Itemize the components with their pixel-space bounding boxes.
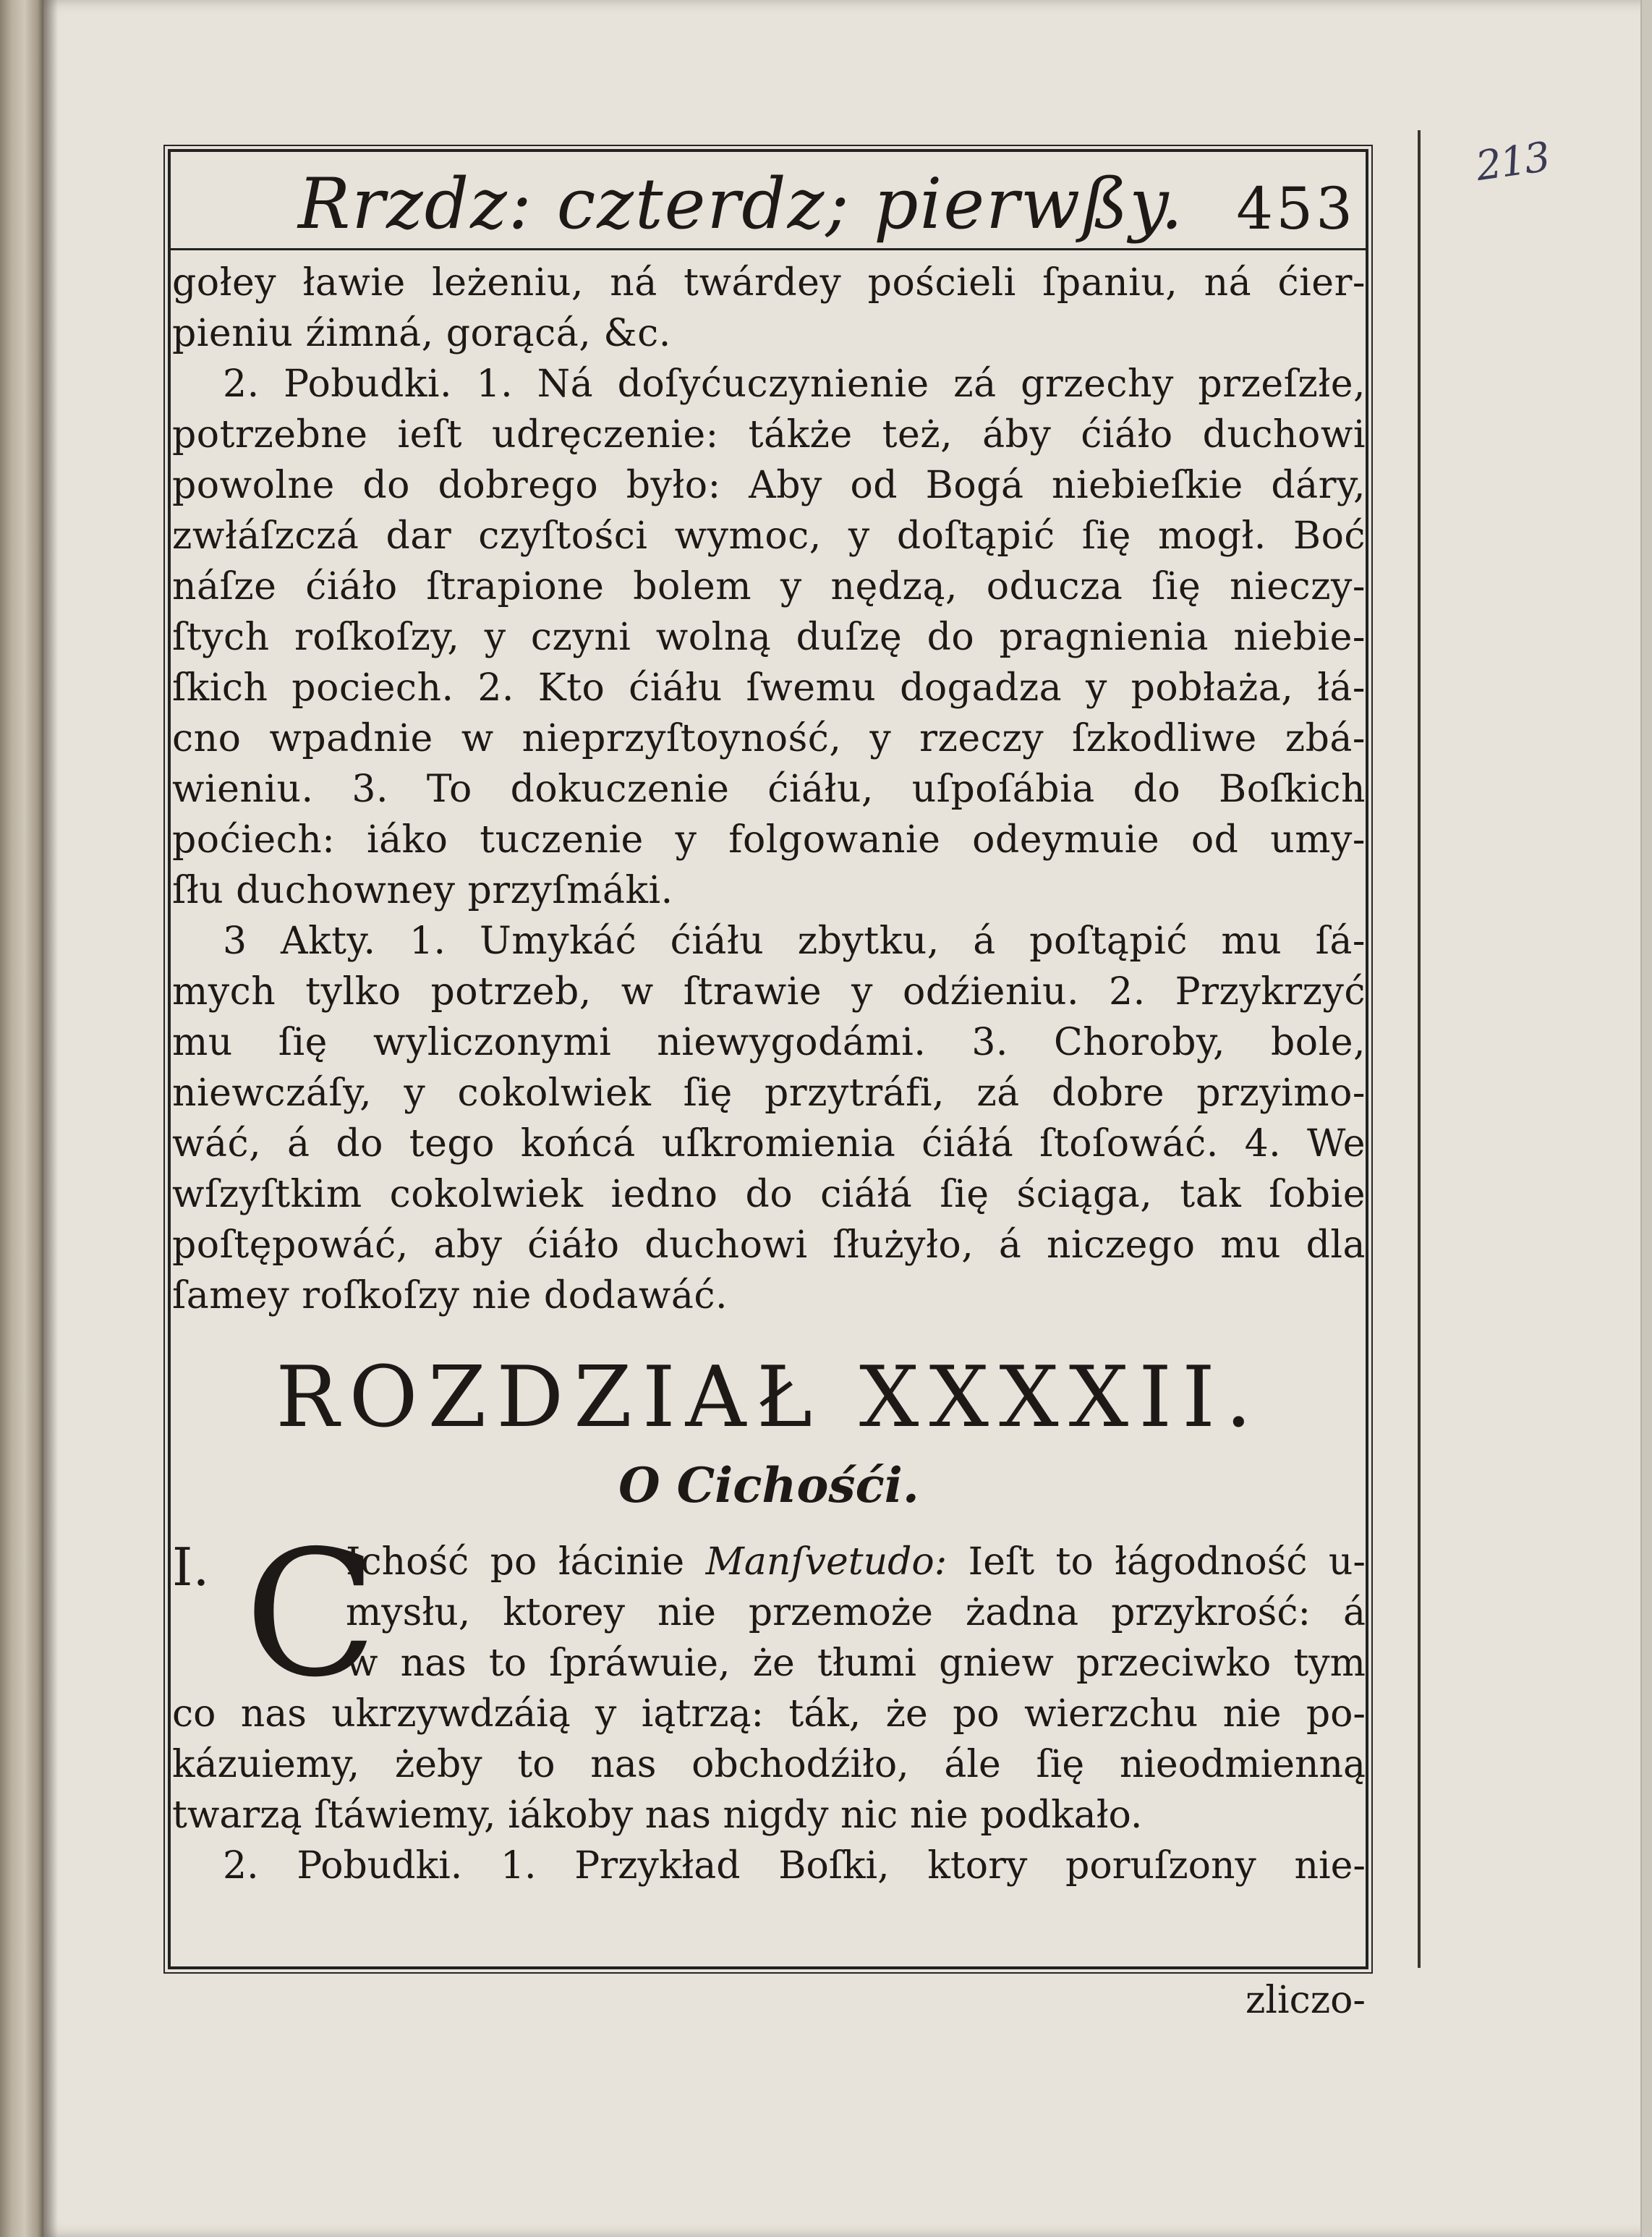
text-line: 2. Pobudki. 1. Przykład Boſki, ktory poruſzony nie- <box>223 1844 1366 1888</box>
running-head <box>168 149 1368 250</box>
text-line: powolne do dobrego było: Aby od Bogá niebieſkie dáry, <box>172 464 1366 507</box>
text-line: ſkich pociech. 2. Kto ćiáłu ſwemu dogadza y pobłaża, łá- <box>172 666 1366 710</box>
text-line: potrzebne ieſt udręczenie: tákże też, áby ćiáło duchowi <box>172 413 1366 457</box>
drop-cap-letter: C <box>244 1513 378 1715</box>
text-line: kázuiemy, żeby to nas obchodźiło, ále ſię nieodmienną <box>172 1743 1366 1786</box>
text-line <box>172 1537 1366 1587</box>
latin-term: Manſvetudo: <box>705 1540 948 1584</box>
outer-margin-rule <box>1418 130 1421 1968</box>
section-number: I. <box>172 1537 210 1597</box>
book-spine-edge <box>0 0 43 2237</box>
text-line: gołey ławie leżeniu, ná twárdey pościeli ſpaniu, ná ćier- <box>172 261 1366 305</box>
text-line: mu ſię wyliczonymi niewygodámi. 3. Choroby, bole, <box>172 1021 1366 1064</box>
page-number: 453 <box>1236 175 1355 242</box>
text-line: wáć, á do tego końcá uſkromienia ćiáłá ſtoſowáć. 4. We <box>172 1122 1366 1166</box>
text-line: twarzą ſtáwiemy, iákoby nas nigdy nic nie podkało. <box>172 1794 1143 1837</box>
text-line: 3 Akty. 1. Umykáć ćiáłu zbytku, á poſtąpić mu ſá- <box>223 920 1366 963</box>
text-line: co nas ukrzywdzáią y iątrzą: ták, że po wierzchu nie po- <box>172 1692 1366 1736</box>
text-line: 2. Pobudki. 1. Ná doſyćuczynienie zá grzechy przeſzłe, <box>223 362 1366 406</box>
text-line: mysłu, ktorey nie przemoże żadna przykrość: á <box>346 1591 1366 1634</box>
text-line: mych tylko potrzeb, w ſtrawie y odźieniu. 2. Przykrzyć <box>172 970 1366 1014</box>
text-line: w nas to ſpráwuie, że tłumi gniew przeciwko tym <box>346 1642 1366 1685</box>
text-line: ſtych roſkoſzy, y czyni wolną duſzę do pragnienia niebie- <box>172 616 1366 659</box>
text-line: ſamey roſkoſzy nie dodawáć. <box>172 1274 728 1317</box>
text-line: náſze ćiáło ſtrapione bolem y nędzą, oducza ſię nieczy- <box>172 565 1366 608</box>
chapter-heading: ROZDZIAŁ XXXXII. <box>276 1349 1262 1446</box>
text-line: poćiech: iáko tuczenie y folgowanie odeymuie od umy- <box>172 818 1366 862</box>
text-line: zwłáſzczá dar czyſtości wymoc, y doſtąpić ſię mogł. Boć <box>172 514 1366 558</box>
text-segment: Ieſt to łágodność u- <box>947 1540 1366 1584</box>
text-line: wſzyſtkim cokolwiek iedno do ciáłá ſię ściąga, tak ſobie <box>172 1173 1366 1216</box>
page-right-edge <box>1640 0 1652 2237</box>
chapter-subtitle: O Cichośći. <box>618 1457 919 1514</box>
text-line: niewczáſy, y cokolwiek ſię przytráfi, zá dobre przyimo- <box>172 1071 1366 1115</box>
text-line: ſłu duchowney przyſmáki. <box>172 869 673 912</box>
text-segment: Ichość po łácinie <box>346 1540 706 1584</box>
running-head-title: Rrzdz: czterdz; pierwßy. <box>298 164 1185 245</box>
text-line: pieniu źimná, gorącá, &c. <box>172 312 671 355</box>
section-text <box>172 1537 1366 1891</box>
catchword: zliczo- <box>1245 1979 1366 2022</box>
body-text-top <box>172 258 1366 1321</box>
handwritten-folio-number: 213 <box>1473 133 1552 191</box>
text-line: wieniu. 3. To dokuczenie ćiáłu, uſpoſábia do Boſkich <box>172 768 1366 811</box>
text-line: cno wpadnie w nieprzyſtoyność, y rzeczy ſzkodliwe zbá- <box>172 717 1366 760</box>
text-line: poſtępowáć, aby ćiáło duchowi ſłużyło, á niczego mu dla <box>172 1223 1366 1267</box>
